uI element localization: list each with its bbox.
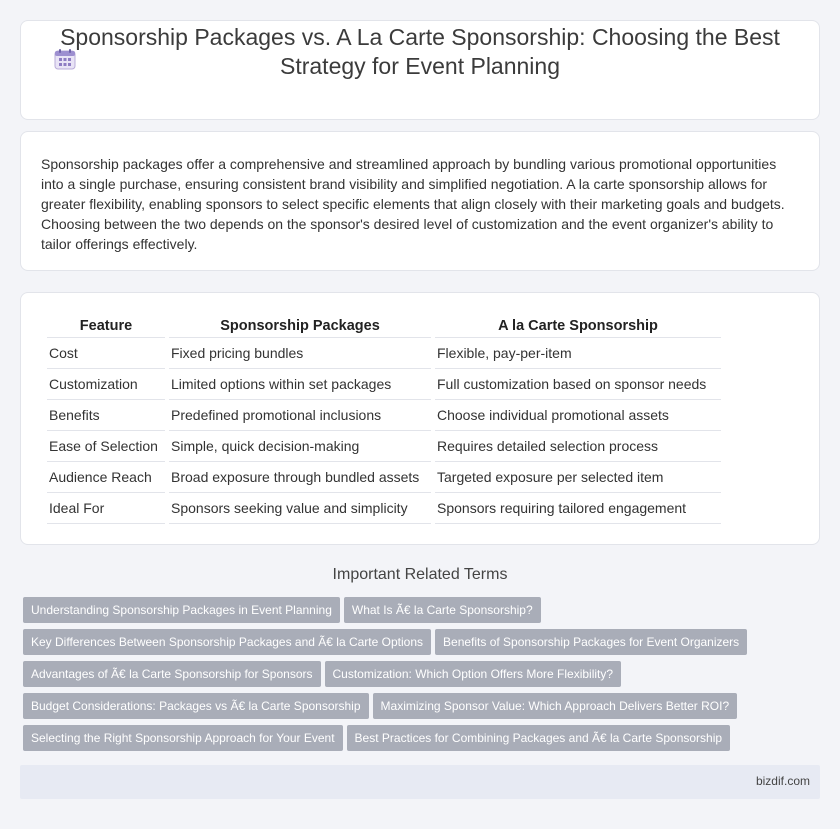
tag-row xyxy=(23,693,783,725)
comparison-table xyxy=(43,313,725,524)
row-a-la-carte: Choose individual promotional assets xyxy=(435,400,721,431)
related-term-tag[interactable]: Key Differences Between Sponsorship Packages and Ã€ la Carte Options xyxy=(23,629,431,655)
row-feature: Ease of Selection xyxy=(47,431,165,462)
row-packages: Predefined promotional inclusions xyxy=(169,400,431,431)
row-a-la-carte: Sponsors requiring tailored engagement xyxy=(435,493,721,524)
related-term-tag[interactable]: Budget Considerations: Packages vs Ã€ la Carte Sponsorship xyxy=(23,693,369,719)
header-a-la-carte: A la Carte Sponsorship xyxy=(435,313,721,338)
table-row xyxy=(47,400,721,431)
table-header-row xyxy=(47,313,721,338)
row-a-la-carte: Requires detailed selection process xyxy=(435,431,721,462)
related-term-tag[interactable]: Best Practices for Combining Packages and Ã€ la Carte Sponsorship xyxy=(347,725,731,751)
table-row xyxy=(47,369,721,400)
row-feature: Cost xyxy=(47,338,165,369)
footer-brand[interactable]: bizdif.com xyxy=(755,774,810,788)
page-title: Sponsorship Packages vs. A La Carte Sponsorship: Choosing the Best Strategy for Event Planning xyxy=(60,24,780,79)
tag-row xyxy=(23,629,783,661)
related-term-tag[interactable]: Benefits of Sponsorship Packages for Event Organizers xyxy=(435,629,747,655)
row-feature: Customization xyxy=(47,369,165,400)
table-row xyxy=(47,462,721,493)
table-row xyxy=(47,338,721,369)
footer xyxy=(20,765,820,799)
row-packages: Limited options within set packages xyxy=(169,369,431,400)
related-term-tag[interactable]: Selecting the Right Sponsorship Approach for Your Event xyxy=(23,725,343,751)
related-term-tag[interactable]: What Is Ã€ la Carte Sponsorship? xyxy=(344,597,541,623)
row-feature: Benefits xyxy=(47,400,165,431)
row-packages: Sponsors seeking value and simplicity xyxy=(169,493,431,524)
row-feature: Ideal For xyxy=(47,493,165,524)
intro-paragraph: Sponsorship packages offer a comprehensive and streamlined approach by bundling various promotional opportunities into a single purchase, ensuring consistent brand visibility and simplified negotiation. A la carte sponsorship allows for greater flexibility, enabling sponsors to select specific elements that align closely with their marketing goals and budgets. Choosing between the two depends on the sponsor's desired level of customization and the event organizer's ability to tailor offerings effectively. xyxy=(41,156,785,252)
related-terms-title: Important Related Terms xyxy=(332,566,508,583)
related-terms-list xyxy=(23,597,783,757)
row-packages: Broad exposure through bundled assets xyxy=(169,462,431,493)
table-row xyxy=(47,431,721,462)
row-packages: Fixed pricing bundles xyxy=(169,338,431,369)
tag-row xyxy=(23,725,783,757)
header-packages: Sponsorship Packages xyxy=(169,313,431,338)
related-term-tag[interactable]: Maximizing Sponsor Value: Which Approach Delivers Better ROI? xyxy=(373,693,738,719)
row-a-la-carte: Flexible, pay-per-item xyxy=(435,338,721,369)
intro-card xyxy=(20,131,820,271)
row-a-la-carte: Full customization based on sponsor needs xyxy=(435,369,721,400)
comparison-card xyxy=(20,292,820,545)
tag-row xyxy=(23,661,783,693)
row-feature: Audience Reach xyxy=(47,462,165,493)
tag-row xyxy=(23,597,783,629)
header-feature: Feature xyxy=(47,313,165,338)
row-a-la-carte: Targeted exposure per selected item xyxy=(435,462,721,493)
related-term-tag[interactable]: Advantages of Ã€ la Carte Sponsorship for Sponsors xyxy=(23,661,321,687)
related-term-tag[interactable]: Understanding Sponsorship Packages in Event Planning xyxy=(23,597,340,623)
related-term-tag[interactable]: Customization: Which Option Offers More Flexibility? xyxy=(325,661,622,687)
table-row xyxy=(47,493,721,524)
row-packages: Simple, quick decision-making xyxy=(169,431,431,462)
